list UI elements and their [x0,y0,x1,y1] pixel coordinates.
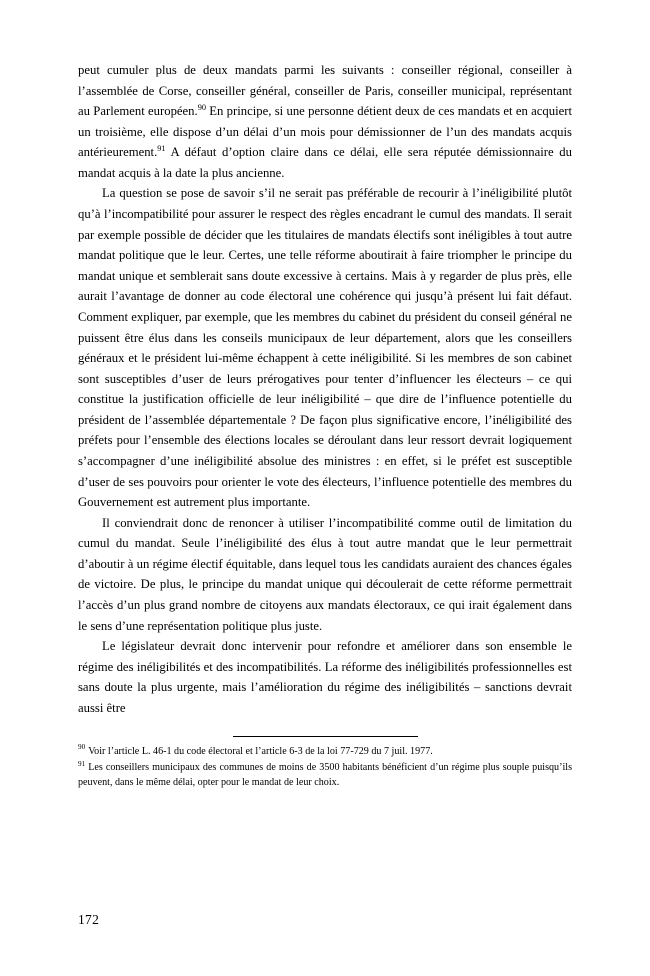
footnote-marker: 91 [157,144,166,154]
footnote-marker: 91 [78,759,86,768]
footnote-marker: 90 [78,743,86,752]
footnote-separator [233,736,418,737]
paragraph-2: La question se pose de savoir s’il ne serait pas préférable de recourir à l’inéligibilité plutôt qu’à l’incompatibilité pour assurer le respect des règles encadrant le cumul des mandats. Il serait par exemple possible de décider que les titulaires de mandats électifs sont inéligibles à tout autre mandat politique que le leur. Certes, une telle réforme aboutirait à faire triompher le principe du mandat unique et semblerait sans doute excessive à certains. Mais à y regarder de plus près, elle aurait l’avantage de donner au code électoral une cohérence qui jusqu’à présent lui fait défaut. Comment expliquer, par exemple, que les membres du cabinet du président du conseil général ne puissent être élus dans les conseils municipaux de leur département, alors que les conseillers généraux et le président lui-même échappent à cette inéligibilité. Si les membres de son cabinet sont susceptibles d’user de leurs prérogatives pour tenter d’influencer les électeurs – ce qui constitue la justification officielle de leur inéligibilité – que dire de l’influence potentielle du président de l’assemblée départementale ? De façon plus significative encore, l’inéligibilité des préfets pour l’ensemble des élections locales se déroulant dans leur ressort devrait logiquement s’accompagner d’une inéligibilité absolue des ministres : en effet, si le préfet est susceptible d’user de ses pouvoirs pour orienter le vote des électeurs, l’influence potentielle des membres du Gouvernement est autrement plus importante. [78,186,572,510]
paragraph-1: peut cumuler plus de deux mandats parmi les suivants : conseiller régional, conseiller à l’assemblée de Corse, conseiller général, conseiller de Paris, conseiller municipal, représentant au Parlement européen.$^{90}$ En principe, si une personne détient deux de ces mandats et en acquiert un troisième, elle dispose d’un délai d’un mois pour démissionner de l’un des mandats acquis antérieurement.$^{91}$ A défaut d’option claire dans ce délai, elle sera réputée démissionnaire du mandat acquis à la date la plus ancienne. [78,63,572,180]
page-number: 172 [78,912,100,927]
paragraph-4: Le législateur devrait donc intervenir pour refondre et améliorer dans son ensemble le régime des inéligibilités et des incompatibilités. La réforme des inéligibilités professionnelles est sans doute la plus urgente, mais l’amélioration du régime des inéligibilités – sanctions devrait aussi être [78,639,572,715]
body-text [78,60,572,719]
paragraph-3: Il conviendrait donc de renoncer à utiliser l’incompatibilité comme outil de limitation du cumul du mandat. Seule l’inéligibilité des élus à tout autre mandat que le leur permettrait d’aboutir à un régime électif équitable, dans lequel tous les candidats auraient des chances égales de victoire. De plus, le principe du mandat unique qui découlerait de cette réforme permettrait l’accès d’un plus grand nombre de citoyens aux mandats électoraux, ce qui irait également dans le sens d’une représentation politique plus juste. [78,515,572,633]
footnote-90: $^{90}$ Voir l’article L. 46-1 du code électoral et l’article 6-3 de la loi 77-729 du 7 juil. 1977. [78,743,433,757]
footnote-91: $^{91}$ Les conseillers municipaux des communes de moins de 3500 habitants bénéficient d’un régime plus souple puisqu’ils peuvent, dans le même délai, opter pour le mandat de leur choix. [78,759,572,788]
footnote-marker: 90 [197,102,206,112]
footnotes [78,745,572,791]
